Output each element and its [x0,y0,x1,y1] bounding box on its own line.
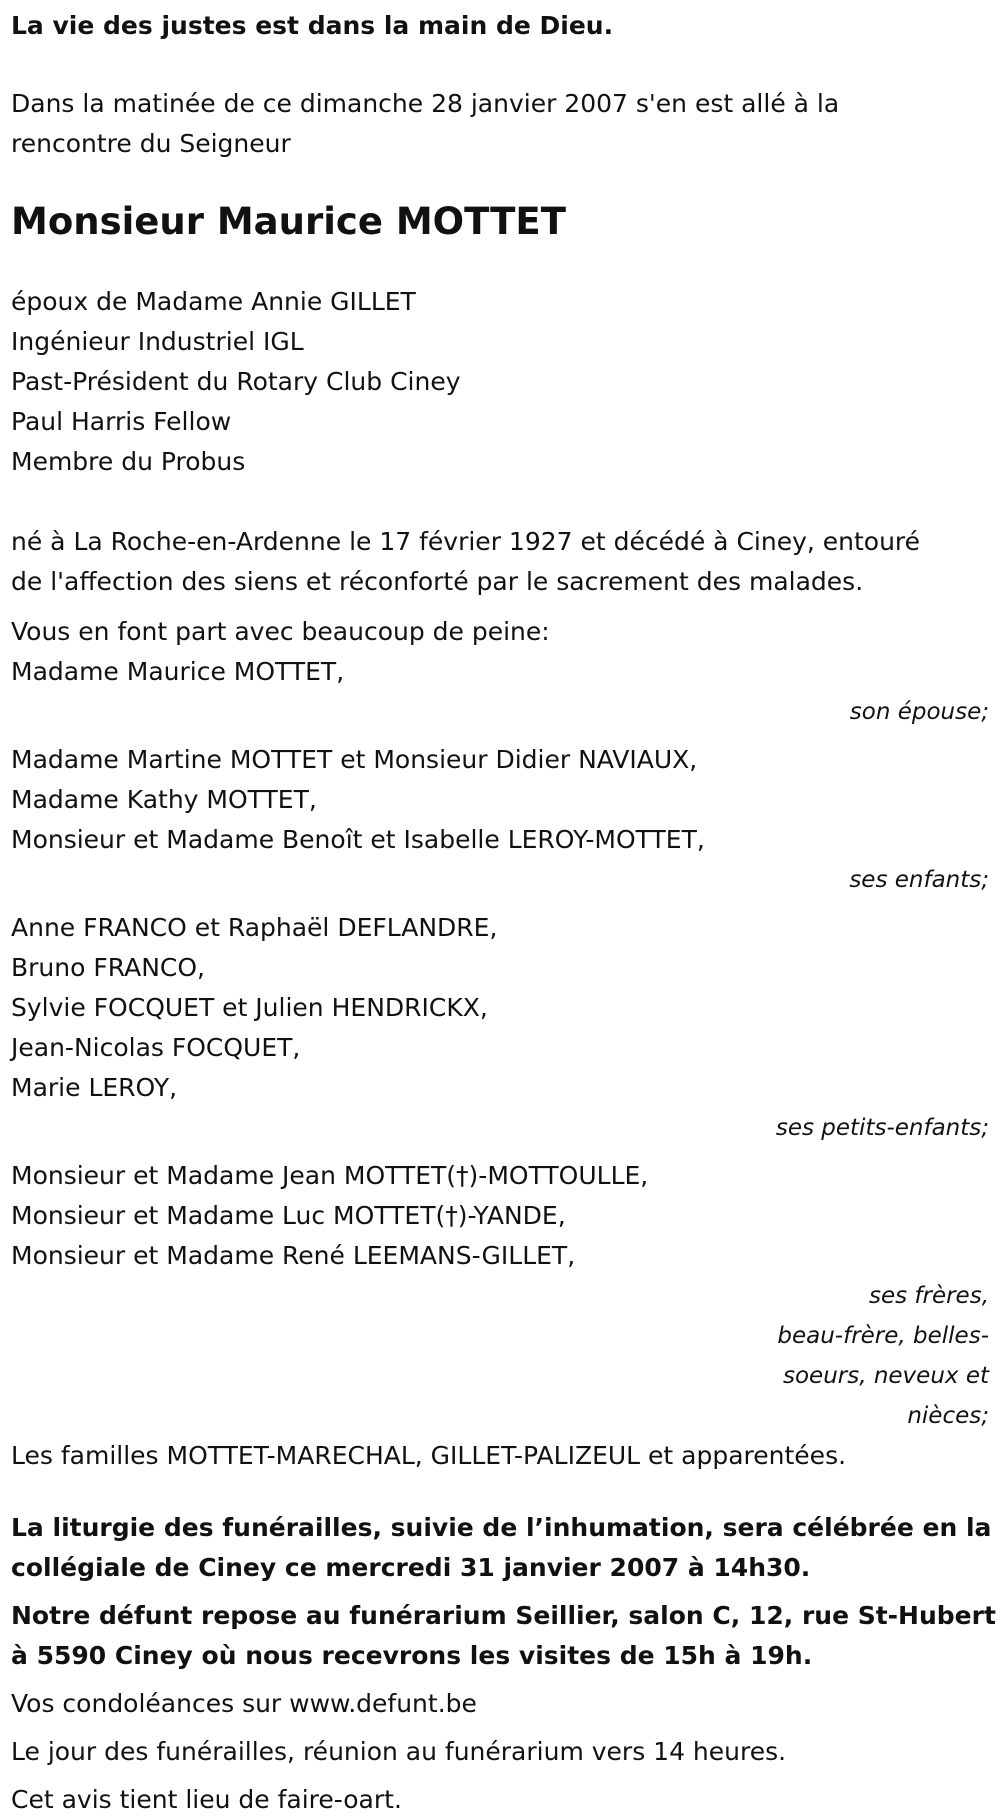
intro-line: Dans la matinée de ce dimanche 28 janvier 2007 s'en est allé à la [11,89,840,118]
child-name: Madame Kathy MOTTET, [11,785,317,814]
birth-line: né à La Roche-en-Ardenne le 17 février 1927 et décédé à Ciney, entouré [11,527,921,556]
families-text: Les familles MOTTET-MARECHAL, GILLET-PALIZEUL et apparentées. [11,1441,847,1470]
spouse-relation: son épouse; [849,699,989,725]
grandchildren-relation: ses petits-enfants; [775,1115,989,1141]
meeting-line [11,1732,989,1772]
siblings-relation: beau-frère, belles- [777,1323,989,1349]
grandchild-name: Sylvie FOCQUET et Julien HENDRICKX, [11,993,488,1022]
siblings-relation: soeurs, neveux et [782,1363,989,1389]
repose-paragraph [11,1596,996,1676]
spouse-name: Madame Maurice MOTTET, [11,657,345,686]
grandchild-name: Jean-Nicolas FOCQUET, [11,1033,301,1062]
families-line [11,1436,989,1476]
funeral-line: collégiale de Ciney ce mercredi 31 janvier 2007 à 14h30. [11,1553,811,1582]
birth-paragraph [11,522,989,602]
deceased-name: Monsieur Maurice MOTTET [11,200,566,243]
siblings-group [11,1156,989,1436]
condolences-text: Vos condoléances sur www.defunt.be [11,1689,477,1718]
grandchildren-group [11,908,989,1148]
title-line: Paul Harris Fellow [11,407,232,436]
repose-line: Notre défunt repose au funérarium Seillier, salon C, 12, rue St-Hubert [11,1601,996,1630]
title-line: Ingénieur Industriel IGL [11,327,304,356]
child-name: Monsieur et Madame Benoît et Isabelle LEROY-MOTTET, [11,825,705,854]
child-name: Madame Martine MOTTET et Monsieur Didier NAVIAUX, [11,745,698,774]
meeting-text: Le jour des funérailles, réunion au funérarium vers 14 heures. [11,1737,787,1766]
siblings-relation: ses frères, [868,1283,989,1309]
funeral-paragraph [11,1508,992,1588]
sibling-name: Monsieur et Madame Luc MOTTET(†)-YANDE, [11,1201,566,1230]
condolences-line [11,1684,989,1724]
title-line: Membre du Probus [11,447,246,476]
siblings-relation: nièces; [907,1403,989,1429]
funeral-line: La liturgie des funérailles, suivie de l’inhumation, sera célébrée en la [11,1513,992,1542]
sibling-name: Monsieur et Madame Jean MOTTET(†)-MOTTOULLE, [11,1161,649,1190]
announce-line: Vous en font part avec beaucoup de peine: [11,617,550,646]
obituary-document [11,0,996,1820]
notice-text: Cet avis tient lieu de faire-oart. [11,1785,402,1814]
repose-line: à 5590 Ciney où nous recevrons les visites de 15h à 19h. [11,1641,813,1670]
grandchild-name: Bruno FRANCO, [11,953,205,982]
children-group [11,740,989,900]
children-relation: ses enfants; [849,867,989,893]
titles-list [11,282,989,482]
announce-block [11,612,989,732]
grandchild-name: Marie LEROY, [11,1073,178,1102]
motto: La vie des justes est dans la main de Dieu. [11,11,614,40]
title-line: époux de Madame Annie GILLET [11,287,416,316]
birth-line: de l'affection des siens et réconforté par le sacrement des malades. [11,567,864,596]
intro-line: rencontre du Seigneur [11,129,291,158]
grandchild-name: Anne FRANCO et Raphaël DEFLANDRE, [11,913,498,942]
notice-line [11,1780,989,1820]
sibling-name: Monsieur et Madame René LEEMANS-GILLET, [11,1241,576,1270]
intro-paragraph [11,84,989,164]
title-line: Past-Président du Rotary Club Ciney [11,367,461,396]
